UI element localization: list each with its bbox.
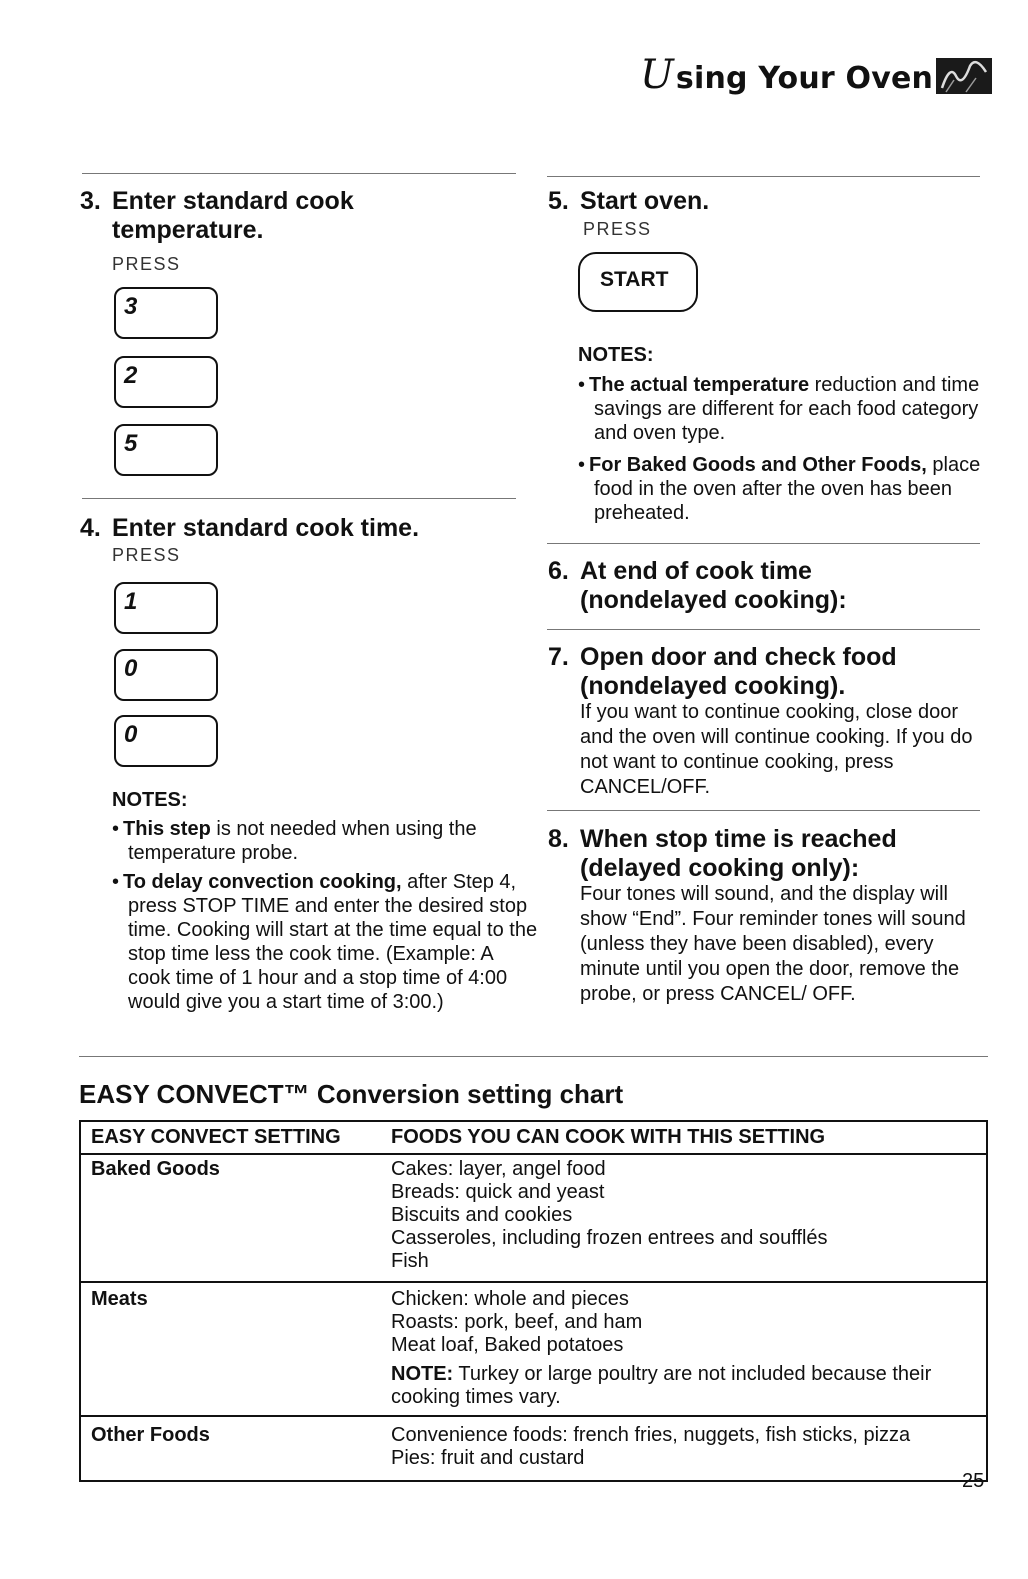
step3-title-line1: Enter standard cook xyxy=(112,187,354,215)
step7-body: If you want to continue cooking, close door and the oven will continue cooking. If you do not want to continue cooking, press CANCEL/OFF. xyxy=(580,701,973,798)
right-notes-heading: NOTES: xyxy=(578,344,654,366)
chart-cell-setting: Other Foods xyxy=(80,1416,381,1481)
left-note-1-text: is not needed when using the temperature probe. xyxy=(128,818,477,864)
chart-cell-foods xyxy=(381,1154,987,1282)
step3-title-line2: temperature. xyxy=(112,216,264,244)
rule-right-2 xyxy=(547,629,980,630)
chart-cell-setting: Meats xyxy=(80,1282,381,1416)
left-note-2-text: after Step 4, press STOP TIME and enter the desired stop time. Cooking will start at the time equal to the stop time less the cook time. (Example: A cook time of 1 hour and a stop time of 4:00 would give you a start time of 3:00.) xyxy=(128,871,538,1013)
key-1-label: 1 xyxy=(124,588,138,615)
conversion-chart-title: EASY CONVECT™ Conversion setting chart xyxy=(79,1079,624,1109)
step6-title xyxy=(548,557,847,615)
key-0-button-second[interactable] xyxy=(114,715,218,767)
step5-press-label: PRESS xyxy=(583,219,652,239)
header-title-cap: U xyxy=(640,52,674,98)
chart-note-text: Turkey or large poultry are not included because their cooking times vary. xyxy=(391,1363,932,1408)
chart-header-foods: FOODS YOU CAN COOK WITH THIS SETTING xyxy=(381,1121,987,1154)
step7-number: 7. xyxy=(548,643,569,671)
food-item: Chicken: whole and pieces xyxy=(391,1288,629,1310)
chart-cell-setting: Baked Goods xyxy=(80,1154,381,1282)
chart-note xyxy=(391,1363,951,1409)
right-note-1: • The actual temperature reduction and time savings are different for each food category and oven type. xyxy=(578,374,980,444)
rule-left-top xyxy=(82,173,516,174)
step4-number: 4. xyxy=(80,514,101,542)
rule-right-top xyxy=(547,176,980,177)
key-3-label: 3 xyxy=(124,293,138,320)
start-button[interactable] xyxy=(578,252,698,312)
header-emblem-icon xyxy=(936,58,992,94)
page-number: 25 xyxy=(962,1470,985,1492)
food-item: Breads: quick and yeast xyxy=(391,1181,605,1203)
header-title-text: sing Your Oven xyxy=(675,61,934,96)
step5-title xyxy=(548,187,709,216)
right-note-2-text: place food in the oven after the oven has been preheated. xyxy=(594,454,981,524)
step5-title-text: Start oven. xyxy=(580,187,710,215)
step3-number: 3. xyxy=(80,187,101,215)
step8-title xyxy=(548,825,897,883)
left-notes-heading: NOTES: xyxy=(112,789,188,811)
rule-full-width xyxy=(79,1056,988,1057)
rule-right-1 xyxy=(547,543,980,544)
food-item: Pies: fruit and custard xyxy=(391,1447,585,1469)
step4-press-label: PRESS xyxy=(112,545,181,565)
key-0-button[interactable] xyxy=(114,649,218,701)
right-note-2: • For Baked Goods and Other Foods, place food in the oven after the oven has been preheated. xyxy=(578,454,981,524)
key-5-button[interactable] xyxy=(114,424,218,476)
step4-title-text: Enter standard cook time. xyxy=(112,514,420,542)
food-item: Fish xyxy=(391,1250,429,1272)
chart-header-row xyxy=(80,1121,987,1154)
step7-title xyxy=(548,643,897,701)
food-item: Cakes: layer, angel food xyxy=(391,1158,606,1180)
food-item: Casseroles, including frozen entrees and soufflés xyxy=(391,1227,828,1249)
key-0-label: 0 xyxy=(124,655,138,682)
key-2-button[interactable] xyxy=(114,356,218,408)
step5-number: 5. xyxy=(548,187,569,215)
step3-press-label: PRESS xyxy=(112,254,181,274)
step6-title-line2: (nondelayed cooking): xyxy=(580,586,847,614)
chart-cell-foods xyxy=(381,1282,987,1416)
step8-title-line2: (delayed cooking only): xyxy=(580,854,860,882)
chart-cell-foods xyxy=(381,1416,987,1481)
start-button-label: START xyxy=(600,268,669,291)
key-1-button[interactable] xyxy=(114,582,218,634)
left-note-2: • To delay convection cooking, after Step 4, press STOP TIME and enter the desired stop time. Cooking will start at the time equal to the stop time less the cook time. (Example: A cook time of 1 hour and a stop time of 4:00 would give you a start time of 3:00.) xyxy=(112,871,538,1013)
left-note-1: • This step is not needed when using the temperature probe. xyxy=(112,818,477,864)
key-2-label: 2 xyxy=(124,362,138,389)
chart-row-other-foods xyxy=(80,1416,987,1481)
left-note-2-bold: To delay convection cooking, xyxy=(123,871,402,893)
step6-title-line1: At end of cook time xyxy=(580,557,812,585)
step7-title-line1: Open door and check food xyxy=(580,643,897,671)
page-header-title xyxy=(640,52,933,98)
step3-title xyxy=(80,187,354,245)
food-item: Biscuits and cookies xyxy=(391,1204,573,1226)
step7-title-line2: (nondelayed cooking). xyxy=(580,672,846,700)
food-item: Meat loaf, Baked potatoes xyxy=(391,1334,624,1356)
step8-body: Four tones will sound, and the display will show “End”. Four reminder tones will sound (unless they have been disabled), every minute until you open the door, remove the probe, or press CANCEL/ OFF. xyxy=(580,883,966,1005)
key-0-second-label: 0 xyxy=(124,721,138,748)
right-note-1-text: reduction and time savings are different for each food category and oven type. xyxy=(594,374,980,444)
step8-number: 8. xyxy=(548,825,569,853)
chart-row-meats xyxy=(80,1282,987,1416)
key-3-button[interactable] xyxy=(114,287,218,339)
food-item: Roasts: pork, beef, and ham xyxy=(391,1311,643,1333)
step6-number: 6. xyxy=(548,557,569,585)
step8-title-line1: When stop time is reached xyxy=(580,825,897,853)
chart-header-setting: EASY CONVECT SETTING xyxy=(80,1121,381,1154)
right-note-1-bold: The actual temperature xyxy=(589,374,810,396)
left-note-1-bold: This step xyxy=(123,818,211,840)
right-note-2-bold: For Baked Goods and Other Foods, xyxy=(589,454,927,476)
rule-right-3 xyxy=(547,810,980,811)
chart-row-baked-goods xyxy=(80,1154,987,1282)
rule-left-mid xyxy=(82,498,516,499)
chart-note-bold: NOTE: xyxy=(391,1363,454,1385)
step4-title xyxy=(80,514,419,543)
conversion-chart-table xyxy=(79,1120,988,1482)
food-item: Convenience foods: french fries, nuggets, fish sticks, pizza xyxy=(391,1424,911,1446)
key-5-label: 5 xyxy=(124,430,138,457)
